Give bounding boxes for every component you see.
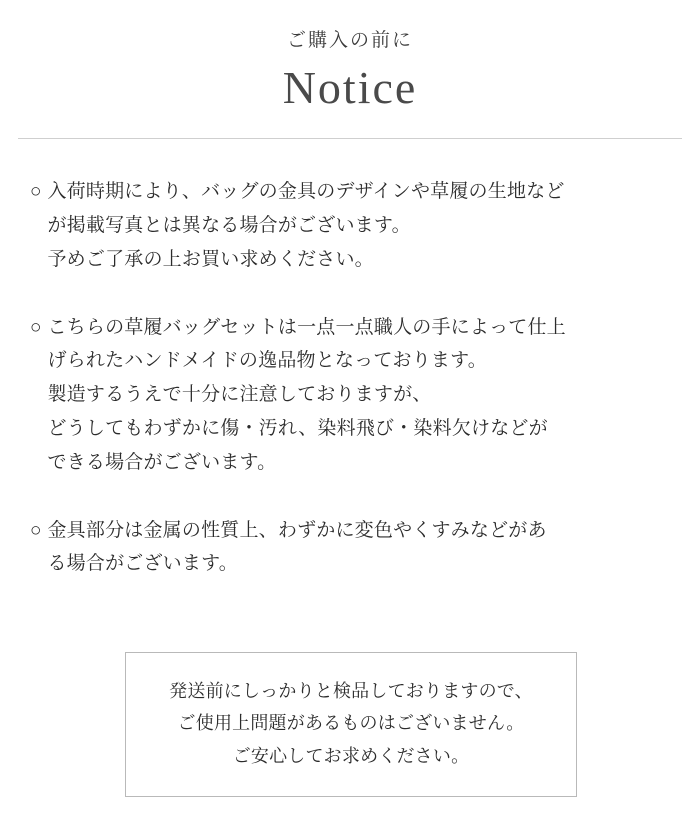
header-subtitle: ご購入の前に: [286, 30, 413, 51]
header-divider: [18, 138, 682, 139]
bullet-circle-icon: ○: [30, 316, 42, 338]
list-item: [30, 311, 670, 480]
note-line: 製造するうえで十分に注意しておりますが、: [47, 384, 432, 406]
note-text: [47, 514, 670, 582]
page-title: Notice: [282, 61, 418, 113]
note-line: る場合がございます。: [47, 553, 238, 575]
note-line: こちらの草履バッグセットは一点一点職人の手によって仕上: [47, 316, 566, 338]
page-header: [0, 0, 700, 139]
assurance-line: 発送前にしっかりと検品しておりますので、: [169, 681, 533, 701]
note-text: [47, 311, 670, 480]
note-line: どうしてもわずかに傷・汚れ、染料飛び・染料欠けなどが: [47, 417, 548, 439]
list-item: [30, 175, 670, 276]
note-line: 金具部分は金属の性質上、わずかに変色やくすみなどがあ: [47, 519, 547, 541]
list-item: [30, 514, 670, 582]
note-line: 入荷時期により、バッグの金具のデザインや草履の生地など: [47, 181, 565, 203]
note-text: [47, 175, 670, 276]
notes-list: [30, 175, 670, 581]
assurance-line: ご使用上問題があるものはございません。: [177, 713, 525, 734]
note-line: げられたハンドメイドの逸品物となっております。: [47, 350, 487, 372]
assurance-line: ご安心してお求めください。: [232, 745, 470, 766]
bullet-circle-icon: ○: [30, 181, 42, 203]
note-line: が掲載写真とは異なる場合がございます。: [47, 214, 411, 236]
assurance-box: [125, 652, 577, 797]
bullet-circle-icon: ○: [30, 519, 42, 541]
note-line: 予めご了承の上お買い求めください。: [47, 248, 374, 270]
note-line: できる場合がございます。: [47, 451, 277, 473]
